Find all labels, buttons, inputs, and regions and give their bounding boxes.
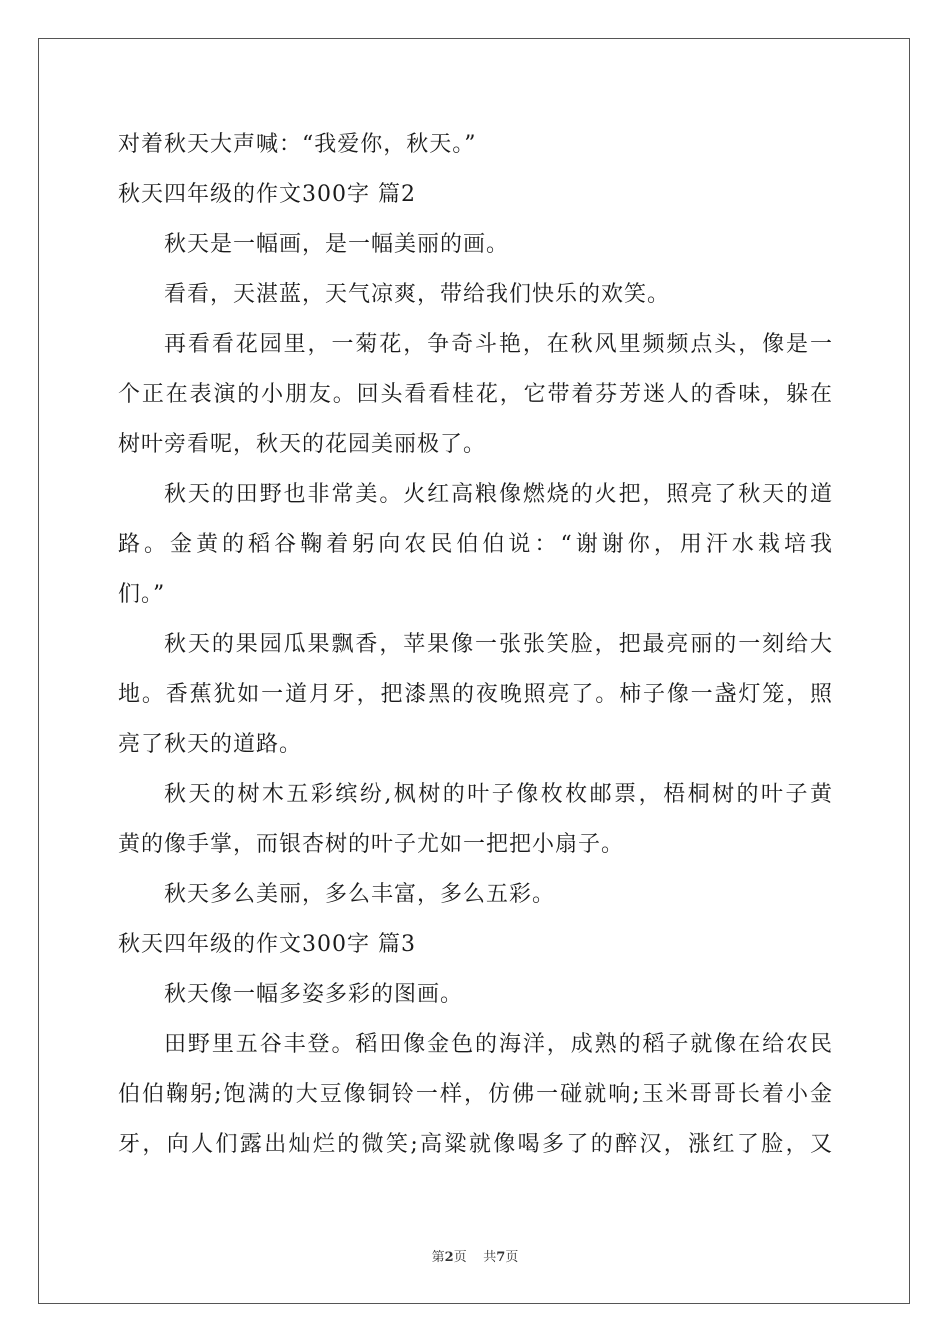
text-line: 秋天像一幅多姿多彩的图画。 xyxy=(164,982,464,1007)
text-line: 个正在表演的小朋友。回头看看桂花，它带着芬芳迷人的香味，躲在 xyxy=(118,382,833,407)
text-line: 们。” xyxy=(118,582,166,607)
total-pages: 7 xyxy=(496,1250,506,1265)
page-prefix: 第 xyxy=(431,1250,445,1265)
page-suffix: 页 xyxy=(453,1250,467,1265)
text-line: 牙，向人们露出灿烂的微笑;高粱就像喝多了的醉汉，涨红了脸，又 xyxy=(118,1132,833,1157)
text-line: 地。香蕉犹如一道月牙，把漆黑的夜晚照亮了。柿子像一盏灯笼，照 xyxy=(118,682,833,707)
text-line: 对着秋天大声喊：“我爱你，秋天。” xyxy=(118,132,477,157)
text-line: 秋天是一幅画，是一幅美丽的画。 xyxy=(164,232,510,257)
text-line: 路。金黄的稻谷鞠着躬向农民伯伯说：“谢谢你，用汗水栽培我 xyxy=(118,532,833,557)
total-prefix: 共 xyxy=(483,1250,497,1265)
text-line: 秋天的田野也非常美。火红高粮像燃烧的火把，照亮了秋天的道 xyxy=(164,482,833,507)
total-suffix: 页 xyxy=(505,1250,519,1265)
text-line: 亮了秋天的道路。 xyxy=(118,732,303,757)
text-line: 看看，天湛蓝，天气凉爽，带给我们快乐的欢笑。 xyxy=(164,282,671,307)
text-line: 秋天四年级的作文300字 篇3 xyxy=(118,932,416,957)
text-line: 秋天的果园瓜果飘香，苹果像一张张笑脸，把最亮丽的一刻给大 xyxy=(164,632,833,657)
text-line: 再看看花园里，一菊花，争奇斗艳，在秋风里频频点头，像是一 xyxy=(164,332,833,357)
text-line: 田野里五谷丰登。稻田像金色的海洋，成熟的稻子就像在给农民 xyxy=(164,1032,833,1057)
text-line: 树叶旁看呢，秋天的花园美丽极了。 xyxy=(118,432,487,457)
document-body xyxy=(118,120,833,1170)
page-number: 2 xyxy=(444,1250,454,1265)
text-line: 秋天的树木五彩缤纷,枫树的叶子像枚枚邮票，梧桐树的叶子黄 xyxy=(164,782,833,807)
text-line: 伯伯鞠躬;饱满的大豆像铜铃一样，仿佛一碰就响;玉米哥哥长着小金 xyxy=(118,1082,833,1107)
text-line: 秋天多么美丽，多么丰富，多么五彩。 xyxy=(164,882,556,907)
text-line: 秋天四年级的作文300字 篇2 xyxy=(118,182,416,207)
text-line: 黄的像手掌，而银杏树的叶子尤如一把把小扇子。 xyxy=(118,832,625,857)
page-footer xyxy=(0,1246,950,1265)
